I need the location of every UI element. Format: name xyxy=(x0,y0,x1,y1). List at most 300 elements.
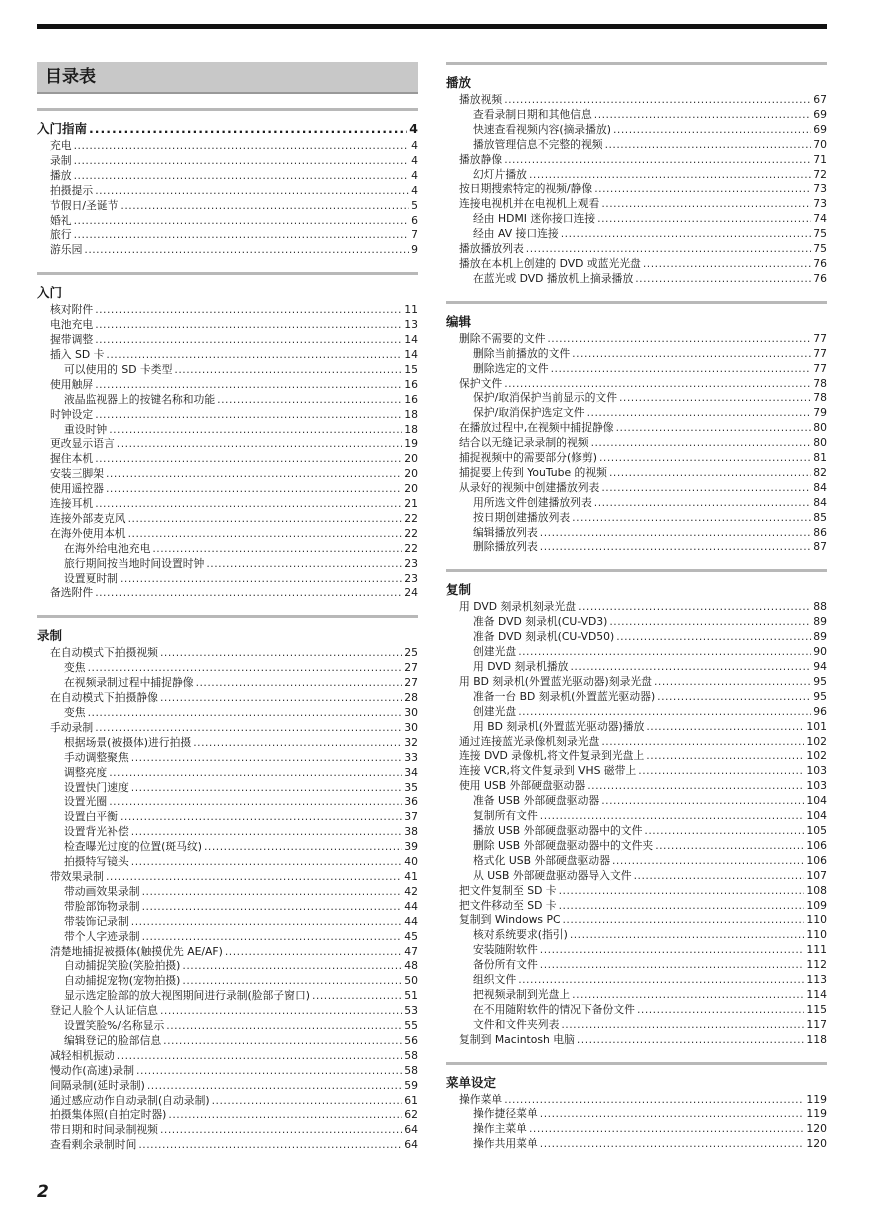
leader-dots xyxy=(120,810,402,825)
entry-page: 62 xyxy=(404,1108,418,1122)
toc-entry[interactable] xyxy=(446,391,827,406)
toc-entry[interactable] xyxy=(37,199,418,214)
toc-entry[interactable] xyxy=(37,870,418,885)
toc-entry[interactable] xyxy=(37,810,418,825)
entry-page: 53 xyxy=(404,1004,418,1018)
toc-entry[interactable] xyxy=(446,332,827,347)
toc-entry-list xyxy=(37,303,418,601)
toc-entry[interactable] xyxy=(446,197,827,212)
toc-entry[interactable] xyxy=(37,542,418,557)
entry-page: 13 xyxy=(404,318,418,332)
toc-entry[interactable] xyxy=(37,766,418,781)
toc-entry[interactable] xyxy=(37,557,418,572)
entry-page: 47 xyxy=(404,944,418,958)
toc-entry[interactable] xyxy=(37,243,418,258)
entry-page: 95 xyxy=(813,689,827,703)
entry-page: 16 xyxy=(404,377,418,391)
toc-entry[interactable] xyxy=(37,661,418,676)
toc-entry[interactable] xyxy=(37,885,418,900)
toc-entry[interactable] xyxy=(37,1123,418,1138)
toc-entry[interactable] xyxy=(446,779,827,794)
entry-page: 113 xyxy=(806,973,827,987)
entry-page: 4 xyxy=(411,183,418,197)
section-heading[interactable] xyxy=(446,62,827,91)
entry-page: 4 xyxy=(411,153,418,167)
entry-text: 带日期和时间录制视频 xyxy=(50,1123,158,1137)
entry-text: 录制 xyxy=(50,153,72,167)
entry-page: 111 xyxy=(806,943,827,957)
toc-entry[interactable] xyxy=(37,1079,418,1094)
entry-page: 74 xyxy=(813,212,827,226)
entry-page: 119 xyxy=(806,1107,827,1121)
entry-page: 80 xyxy=(813,436,827,450)
toc-entry[interactable] xyxy=(446,406,827,421)
toc-entry[interactable] xyxy=(37,228,418,243)
entry-text: 旅行期间按当地时间设置时钟 xyxy=(64,556,205,570)
leader-dots xyxy=(547,332,811,347)
toc-entry[interactable] xyxy=(446,1033,827,1048)
entry-page: 81 xyxy=(813,451,827,465)
leader-dots xyxy=(619,391,811,406)
entry-text: 把视频录制到光盘上 xyxy=(473,987,571,1001)
toc-entry[interactable] xyxy=(37,945,418,960)
toc-entry[interactable] xyxy=(446,123,827,138)
toc-entry[interactable] xyxy=(446,153,827,168)
section-heading[interactable] xyxy=(37,272,418,301)
toc-entry[interactable] xyxy=(37,408,418,423)
leader-dots xyxy=(95,303,402,318)
leader-dots xyxy=(572,347,811,362)
leader-dots xyxy=(601,197,811,212)
section-heading[interactable] xyxy=(446,569,827,598)
toc-entry[interactable] xyxy=(446,1122,827,1137)
toc-entry[interactable] xyxy=(37,974,418,989)
toc-entry[interactable] xyxy=(446,720,827,735)
entry-text: 在蓝光或 DVD 播放机上摘录播放 xyxy=(473,271,634,285)
toc-entry[interactable] xyxy=(37,303,418,318)
leader-dots xyxy=(609,466,811,481)
leader-dots xyxy=(518,645,811,660)
toc-entry[interactable] xyxy=(446,809,827,824)
entry-page: 14 xyxy=(404,333,418,347)
toc-entry[interactable] xyxy=(446,690,827,705)
leader-dots xyxy=(128,512,403,527)
leader-dots xyxy=(89,121,407,136)
toc-entry[interactable] xyxy=(446,138,827,153)
entry-text: 用 BD 刻录机(外置蓝光驱动器)刻录光盘 xyxy=(459,674,652,688)
entry-text: 用 DVD 刻录机播放 xyxy=(473,660,569,673)
entry-text: 游乐园 xyxy=(50,243,83,257)
entry-text: 用所选文件创建播放列表 xyxy=(473,495,592,509)
entry-text: 插入 SD 卡 xyxy=(50,347,105,361)
toc-entry[interactable] xyxy=(446,108,827,123)
toc-entry[interactable] xyxy=(446,928,827,943)
entry-page: 89 xyxy=(813,630,827,644)
entry-text: 显示选定脸部的放大视图期间进行录制(脸部子窗口) xyxy=(64,989,310,1003)
section-heading[interactable] xyxy=(446,301,827,330)
toc-entry[interactable] xyxy=(37,959,418,974)
entry-page: 115 xyxy=(806,1002,827,1016)
leader-dots xyxy=(561,1018,804,1033)
toc-entry[interactable] xyxy=(37,825,418,840)
toc-entry[interactable] xyxy=(37,989,418,1004)
entry-page: 102 xyxy=(806,734,827,748)
toc-entry-list xyxy=(446,93,827,287)
entry-page: 104 xyxy=(806,809,827,823)
leader-dots xyxy=(128,527,403,542)
toc-entry[interactable] xyxy=(37,467,418,482)
toc-entry[interactable] xyxy=(446,884,827,899)
toc-entry[interactable] xyxy=(37,706,418,721)
leader-dots xyxy=(138,1138,402,1153)
entry-page: 82 xyxy=(813,465,827,479)
entry-text: 手动调整聚焦 xyxy=(64,750,129,764)
entry-text: 用 BD 刻录机(外置蓝光驱动器)播放 xyxy=(473,719,645,733)
leader-dots xyxy=(577,1033,805,1048)
entry-text: 准备 DVD 刻录机(CU-VD50) xyxy=(473,630,615,644)
toc-entry[interactable] xyxy=(446,899,827,914)
toc-entry[interactable] xyxy=(446,362,827,377)
toc-entry[interactable] xyxy=(37,1108,418,1123)
toc-entry[interactable] xyxy=(446,466,827,481)
entry-page: 33 xyxy=(404,750,418,764)
entry-page: 77 xyxy=(813,346,827,360)
toc-entry-list xyxy=(37,646,418,1153)
entry-page: 30 xyxy=(404,706,418,719)
toc-entry[interactable] xyxy=(446,973,827,988)
leader-dots xyxy=(601,481,811,496)
entry-page: 40 xyxy=(404,855,418,869)
entry-page: 35 xyxy=(404,780,418,794)
toc-entry[interactable] xyxy=(446,182,827,197)
entry-page: 84 xyxy=(813,495,827,509)
toc-entry[interactable] xyxy=(446,1018,827,1033)
toc-entry[interactable] xyxy=(37,512,418,527)
entry-text: 在自动模式下拍摄静像 xyxy=(50,691,158,705)
toc-entry[interactable] xyxy=(446,854,827,869)
toc-entry[interactable] xyxy=(446,496,827,511)
toc-entry[interactable] xyxy=(37,423,418,438)
toc-entry-list xyxy=(446,600,827,1047)
toc-entry[interactable] xyxy=(37,915,418,930)
leader-dots xyxy=(182,959,402,974)
toc-entry[interactable] xyxy=(446,377,827,392)
entry-text: 编辑播放列表 xyxy=(473,525,538,539)
toc-entry[interactable] xyxy=(446,511,827,526)
entry-text: 连接耳机 xyxy=(50,497,94,511)
entry-text: 格式化 USB 外部硬盘驱动器 xyxy=(473,853,610,867)
toc-entry[interactable] xyxy=(446,168,827,183)
entry-text: 拍摄提示 xyxy=(50,183,94,197)
top-rule xyxy=(37,24,827,29)
toc-entry[interactable] xyxy=(446,451,827,466)
leader-dots xyxy=(540,540,811,555)
entry-text: 间隔录制(延时录制) xyxy=(50,1078,145,1092)
toc-entry[interactable] xyxy=(37,855,418,870)
toc-entry[interactable] xyxy=(37,1034,418,1049)
leader-dots xyxy=(654,675,811,690)
toc-entry[interactable] xyxy=(446,615,827,630)
toc-entry[interactable] xyxy=(37,900,418,915)
leader-dots xyxy=(572,988,804,1003)
toc-entry[interactable] xyxy=(446,481,827,496)
leader-dots xyxy=(601,735,804,750)
toc-entry[interactable] xyxy=(37,751,418,766)
toc-entry[interactable] xyxy=(446,242,827,257)
entry-text: 快速查看视频内容(摘录播放) xyxy=(473,122,611,136)
entry-page: 44 xyxy=(404,899,418,913)
toc-entry[interactable] xyxy=(446,272,827,287)
toc-entry[interactable] xyxy=(37,930,418,945)
toc-entry[interactable] xyxy=(446,749,827,764)
toc-entry[interactable] xyxy=(37,795,418,810)
toc-entry[interactable] xyxy=(446,1003,827,1018)
entry-text: 手动录制 xyxy=(50,720,94,734)
entry-page: 18 xyxy=(404,422,418,436)
section-heading[interactable] xyxy=(37,108,418,137)
toc-entry[interactable] xyxy=(37,1064,418,1079)
entry-text: 握带调整 xyxy=(50,333,94,347)
entry-page: 89 xyxy=(813,615,827,629)
leader-dots xyxy=(540,958,805,973)
section-heading[interactable] xyxy=(446,1062,827,1091)
leader-dots xyxy=(643,257,811,272)
toc-entry[interactable] xyxy=(37,736,418,751)
toc-entry[interactable] xyxy=(37,363,418,378)
entry-text: 用 DVD 刻录机刻录光盘 xyxy=(459,600,577,614)
toc-entry[interactable] xyxy=(446,436,827,451)
toc-entry[interactable] xyxy=(446,421,827,436)
leader-dots xyxy=(84,243,409,258)
leader-dots xyxy=(646,720,804,735)
toc-entry[interactable] xyxy=(37,572,418,587)
entry-page: 28 xyxy=(404,691,418,705)
toc-entry[interactable] xyxy=(446,600,827,615)
toc-entry[interactable] xyxy=(37,586,418,601)
toc-entry[interactable] xyxy=(446,943,827,958)
entry-page: 37 xyxy=(404,810,418,824)
toc-entry[interactable] xyxy=(446,1093,827,1108)
entry-text: 删除播放列表 xyxy=(473,540,538,554)
leader-dots xyxy=(609,615,811,630)
entry-page: 78 xyxy=(813,391,827,405)
entry-text: 登记人脸个人认证信息 xyxy=(50,1004,158,1018)
entry-text: 握住本机 xyxy=(50,452,94,466)
entry-text: 拍摄集体照(自拍定时器) xyxy=(50,1108,167,1122)
toc-entry[interactable] xyxy=(446,794,827,809)
leader-dots xyxy=(638,764,804,779)
toc-entry[interactable] xyxy=(37,437,418,452)
toc-entry[interactable] xyxy=(37,1138,418,1153)
entry-page: 19 xyxy=(404,437,418,451)
entry-page: 23 xyxy=(404,556,418,570)
leader-dots xyxy=(147,1079,402,1094)
leader-dots xyxy=(160,1004,402,1019)
toc-entry[interactable] xyxy=(446,764,827,779)
toc-entry[interactable] xyxy=(37,482,418,497)
entry-page: 73 xyxy=(813,182,827,196)
toc-entry[interactable] xyxy=(446,675,827,690)
toc-entry[interactable] xyxy=(37,1019,418,1034)
entry-page: 56 xyxy=(404,1033,418,1047)
entry-page: 106 xyxy=(806,838,827,852)
toc-entry[interactable] xyxy=(37,378,418,393)
entry-page: 27 xyxy=(404,661,418,675)
toc-title: 目录表 xyxy=(37,62,418,94)
toc-entry[interactable] xyxy=(446,1107,827,1122)
toc-entry[interactable] xyxy=(37,348,418,363)
entry-text: 电池充电 xyxy=(50,318,94,332)
entry-text: 捕捉视频中的需要部分(修剪) xyxy=(459,451,597,465)
entry-text: 核对附件 xyxy=(50,303,94,317)
leader-dots xyxy=(217,393,402,408)
toc-entry[interactable] xyxy=(37,154,418,169)
entry-text: 检查曝光过度的位置(斑马纹) xyxy=(64,840,202,854)
toc-entry[interactable] xyxy=(37,333,418,348)
entry-text: 操作菜单 xyxy=(459,1092,503,1106)
leader-dots xyxy=(597,212,811,227)
leader-dots xyxy=(594,182,811,197)
leader-dots xyxy=(540,1137,805,1152)
toc-entry[interactable] xyxy=(446,824,827,839)
toc-entry[interactable] xyxy=(446,227,827,242)
entry-page: 25 xyxy=(404,646,418,660)
toc-entry[interactable] xyxy=(37,318,418,333)
toc-entry[interactable] xyxy=(37,497,418,512)
entry-page: 96 xyxy=(813,704,827,718)
entry-text: 结合以无缝记录录制的视频 xyxy=(459,436,589,450)
entry-text: 创建光盘 xyxy=(473,704,517,718)
entry-text: 变焦 xyxy=(64,706,86,719)
entry-page: 86 xyxy=(813,525,827,539)
toc-entry[interactable] xyxy=(446,705,827,720)
toc-entry[interactable] xyxy=(446,526,827,541)
toc-entry[interactable] xyxy=(37,169,418,184)
entry-page: 22 xyxy=(404,541,418,555)
leader-dots xyxy=(168,1108,402,1123)
toc-entry[interactable] xyxy=(37,1094,418,1109)
entry-text: 可以使用的 SD 卡类型 xyxy=(64,362,173,376)
toc-entry[interactable] xyxy=(37,1004,418,1019)
entry-page: 88 xyxy=(813,600,827,614)
entry-page: 70 xyxy=(813,137,827,151)
entry-text: 播放在本机上创建的 DVD 或蓝光光盘 xyxy=(459,256,641,270)
leader-dots xyxy=(518,973,804,988)
toc-entry[interactable] xyxy=(37,527,418,542)
toc-entry[interactable] xyxy=(37,691,418,706)
leader-dots xyxy=(529,1122,804,1137)
entry-text: 自动捕捉笑脸(笑脸拍摄) xyxy=(64,959,181,973)
toc-entry[interactable] xyxy=(37,184,418,199)
toc-entry[interactable] xyxy=(446,660,827,675)
toc-entry[interactable] xyxy=(37,676,418,691)
section-title: 编辑 xyxy=(446,313,472,329)
toc-entry[interactable] xyxy=(37,214,418,229)
entry-text: 复制到 Windows PC xyxy=(459,913,561,927)
entry-page: 67 xyxy=(813,93,827,106)
entry-text: 操作共用菜单 xyxy=(473,1137,538,1151)
toc-entry[interactable] xyxy=(446,958,827,973)
toc-entry[interactable] xyxy=(446,540,827,555)
toc-entry[interactable] xyxy=(446,93,827,108)
leader-dots xyxy=(117,437,402,452)
entry-text: 更改显示语言 xyxy=(50,437,115,451)
toc-entry[interactable] xyxy=(446,212,827,227)
entry-text: 慢动作(高速)录制 xyxy=(50,1063,135,1077)
leader-dots xyxy=(95,408,402,423)
entry-page: 44 xyxy=(404,914,418,928)
entry-text: 文件和文件夹列表 xyxy=(473,1017,560,1031)
leader-dots xyxy=(540,943,805,958)
entry-page: 103 xyxy=(806,779,827,793)
section-heading[interactable] xyxy=(37,615,418,644)
entry-page: 109 xyxy=(806,898,827,912)
toc-entry[interactable] xyxy=(446,1137,827,1152)
entry-text: 拍摄特写镜头 xyxy=(64,855,129,869)
leader-dots xyxy=(142,930,403,945)
toc-entry[interactable] xyxy=(37,139,418,154)
entry-page: 112 xyxy=(806,958,827,972)
leader-dots xyxy=(109,795,402,810)
toc-entry[interactable] xyxy=(446,988,827,1003)
entry-page: 108 xyxy=(806,883,827,897)
leader-dots xyxy=(551,362,812,377)
entry-page: 51 xyxy=(404,989,418,1003)
entry-page: 59 xyxy=(404,1078,418,1092)
toc-entry[interactable] xyxy=(37,646,418,661)
entry-page: 80 xyxy=(813,421,827,435)
toc-entry[interactable] xyxy=(446,869,827,884)
toc-entry[interactable] xyxy=(37,393,418,408)
toc-entry[interactable] xyxy=(37,452,418,467)
entry-page: 75 xyxy=(813,242,827,256)
entry-text: 备选附件 xyxy=(50,586,94,600)
entry-text: 通过感应动作自动录制(自动录制) xyxy=(50,1093,210,1107)
toc-entry[interactable] xyxy=(446,839,827,854)
toc-entry[interactable] xyxy=(446,347,827,362)
entry-text: 复制所有文件 xyxy=(473,809,538,823)
entry-page: 72 xyxy=(813,167,827,181)
entry-page: 16 xyxy=(404,392,418,406)
leader-dots xyxy=(136,1064,402,1079)
entry-text: 使用触屏 xyxy=(50,377,94,391)
toc-entry[interactable] xyxy=(446,630,827,645)
toc-entry[interactable] xyxy=(37,840,418,855)
leader-dots xyxy=(578,600,811,615)
toc-entry[interactable] xyxy=(446,645,827,660)
entry-text: 连接外部麦克风 xyxy=(50,511,126,525)
entry-page: 6 xyxy=(411,213,418,227)
entry-text: 根据场景(被摄体)进行拍摄 xyxy=(64,735,192,749)
toc-entry[interactable] xyxy=(37,721,418,736)
entry-text: 液晶监视器上的按键名称和功能 xyxy=(64,392,216,406)
entry-text: 播放 USB 外部硬盘驱动器中的文件 xyxy=(473,823,643,837)
entry-text: 在不用随附软件的情况下备份文件 xyxy=(473,1002,635,1016)
toc-entry[interactable] xyxy=(37,781,418,796)
toc-entry[interactable] xyxy=(446,257,827,272)
toc-entry[interactable] xyxy=(446,913,827,928)
leader-dots xyxy=(504,93,811,108)
toc-entry[interactable] xyxy=(37,1049,418,1064)
entry-text: 准备 DVD 刻录机(CU-VD3) xyxy=(473,615,608,629)
leader-dots xyxy=(95,318,402,333)
entry-text: 复制到 Macintosh 电脑 xyxy=(459,1032,575,1046)
entry-page: 4 xyxy=(411,139,418,152)
toc-entry-list xyxy=(37,139,418,258)
toc-entry[interactable] xyxy=(446,735,827,750)
entry-page: 20 xyxy=(404,467,418,481)
leader-dots xyxy=(106,348,402,363)
